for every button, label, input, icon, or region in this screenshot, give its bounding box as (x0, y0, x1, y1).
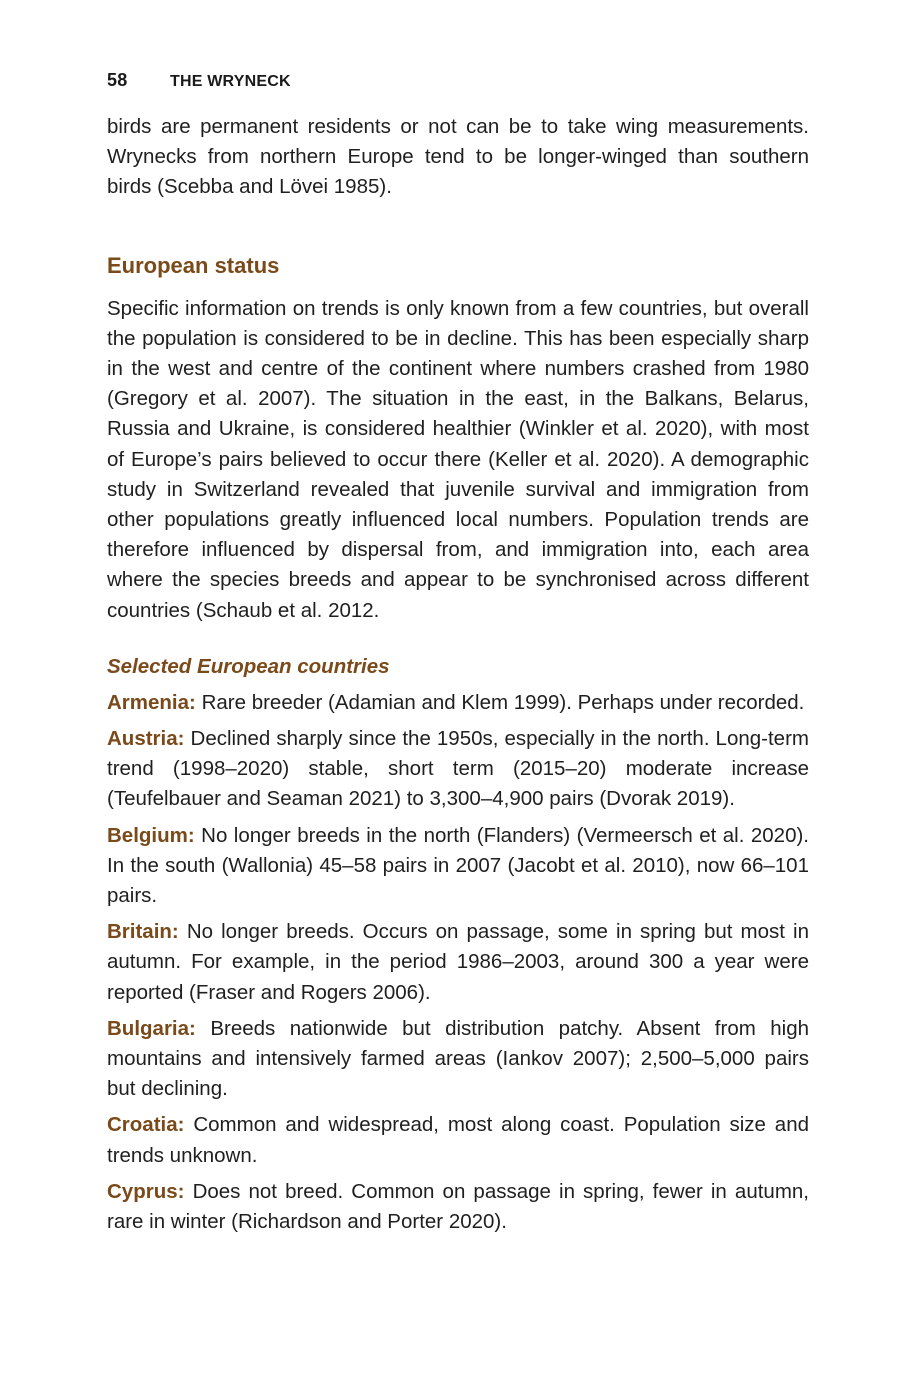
country-name: Belgium: (107, 823, 195, 847)
country-entry-austria (107, 724, 809, 815)
country-text: Breeds nationwide but distribution patchy. Absent from high mountains and intensively farmed areas (Iankov 2007); 2,500–5,000 pairs but declining. (107, 1016, 810, 1101)
book-page (107, 70, 809, 1243)
page-number: 58 (107, 70, 128, 90)
country-text: Common and widespread, most along coast. Population size and trends unknown. (107, 1113, 809, 1167)
country-entry-bulgaria (107, 1014, 809, 1105)
country-name: Austria: (107, 727, 185, 751)
country-entry-belgium (107, 821, 809, 912)
country-text: Rare breeder (Adamian and Klem 1999). Perhaps under recorded. (201, 690, 805, 714)
country-entry-cyprus (107, 1177, 809, 1237)
running-head (107, 70, 809, 98)
country-text: No longer breeds in the north (Flanders) (Vermeersch et al. 2020). In the south (Wallonia) 45–58 pairs in 2007 (Jacobt et al. 2010), now 66–101 pairs. (107, 823, 809, 908)
section-paragraph: Specific information on trends is only known from a few countries, but overall the population is considered to be in decline. This has been especially sharp in the west and centre of the continent where numbers crashed from 1980 (Gregory et al. 2007). The situation in the east, in the Balkans, Belarus, Russia and Ukraine, is considered healthier (Winkler et al. 2020), with most of Europe’s pairs believed to occur there (Keller et al. 2020). A demographic study in Switzerland revealed that juvenile survival and immigration from other populations greatly influenced local numbers. Population trends are therefore influenced by dispersal from, and immigration into, each area where the species breeds and appear to be synchronised across different countries (Schaub et al. 2012. (107, 296, 809, 622)
country-text: No longer breeds. Occurs on passage, some in spring but most in autumn. For example, in the period 1986–2003, around 300 a year were reported (Fraser and Rogers 2006). (107, 920, 809, 1004)
country-list (107, 688, 809, 1237)
intro-paragraph: birds are permanent residents or not can be to take wing measurements. Wrynecks from northern Europe tend to be longer-winged than southern birds (Scebba and Lövei 1985). (107, 115, 809, 199)
country-entry-croatia (107, 1110, 809, 1170)
section-heading: European status (107, 252, 280, 278)
country-entry-armenia (107, 688, 809, 718)
subsection-heading: Selected European countries (107, 654, 390, 678)
country-text: Does not breed. Common on passage in spring, fewer in autumn, rare in winter (Richardson and Porter 2020). (107, 1179, 809, 1234)
country-name: Croatia: (107, 1113, 185, 1137)
country-text: Declined sharply since the 1950s, especially in the north. Long-term trend (1998–2020) stable, short term (2015–20) moderate increase (Teufelbauer and Seaman 2021) to 3,300–4,900 pairs (Dvorak 2019). (107, 727, 809, 811)
country-entry-britain (107, 917, 809, 1008)
country-name: Bulgaria: (107, 1016, 196, 1040)
country-name: Cyprus: (107, 1179, 185, 1203)
country-name: Britain: (107, 920, 179, 944)
country-name: Armenia: (107, 690, 196, 714)
running-title: THE WRYNECK (170, 73, 291, 90)
